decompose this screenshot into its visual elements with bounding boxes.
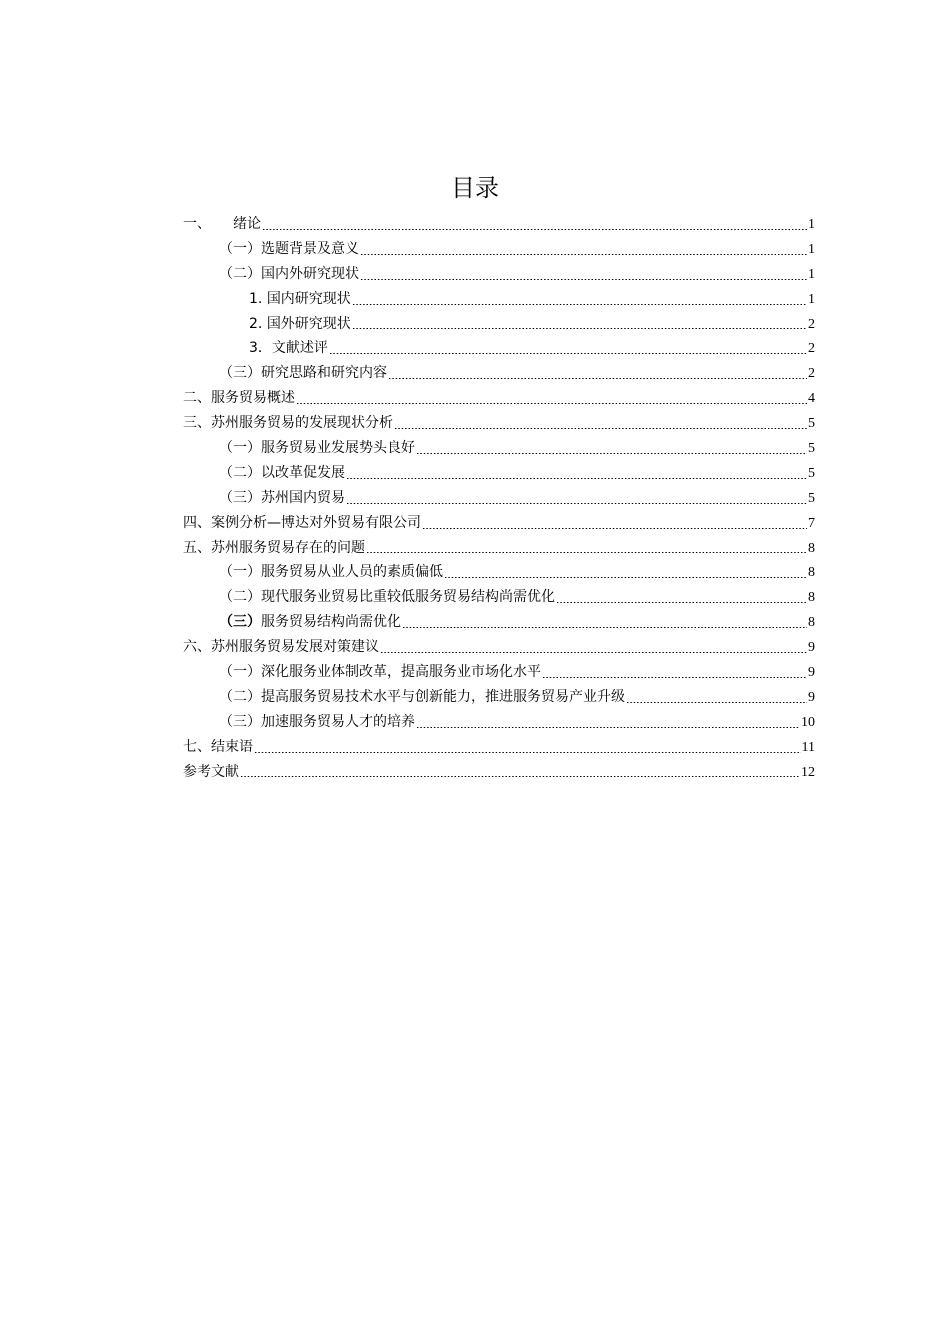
dot-leader xyxy=(360,279,807,280)
toc-entry[interactable] xyxy=(183,511,815,536)
toc-entry[interactable] xyxy=(183,610,815,635)
toc-entry[interactable] xyxy=(183,536,815,561)
toc-entry-title: 参考文献 xyxy=(183,763,239,780)
toc-entry-label xyxy=(183,536,365,561)
toc-entry-number: （二） xyxy=(219,265,261,282)
toc-entry-label xyxy=(219,361,387,386)
toc-entry-page-number: 5 xyxy=(808,441,815,457)
dot-leader xyxy=(352,304,807,305)
toc-entry-title: 以改革促发展 xyxy=(261,464,345,481)
toc-entry-number: 七、 xyxy=(183,738,211,755)
toc-entry-page-number: 5 xyxy=(808,416,815,432)
toc-entry-number: （一） xyxy=(219,440,261,457)
toc-entry-label xyxy=(219,262,359,287)
toc-entry-number: （一） xyxy=(219,664,261,681)
dot-leader xyxy=(352,328,807,329)
dot-leader xyxy=(329,353,807,354)
toc-entry-number: （二） xyxy=(219,589,261,606)
toc-entry-label xyxy=(183,760,239,785)
toc-entry-page-number: 2 xyxy=(808,316,815,332)
toc-entry-title: 现代服务业贸易比重较低服务贸易结构尚需优化 xyxy=(261,589,555,606)
toc-entry-title: 研究思路和研究内容 xyxy=(261,365,387,382)
toc-entry-page-number: 11 xyxy=(801,739,815,755)
dot-leader xyxy=(422,528,807,529)
toc-entry-number: 1. xyxy=(249,290,267,307)
toc-entry-number: （三） xyxy=(219,365,261,382)
toc-entry[interactable] xyxy=(183,660,815,685)
dot-leader xyxy=(416,727,800,728)
dot-leader xyxy=(416,453,807,454)
dot-leader xyxy=(262,229,807,230)
toc-entry[interactable] xyxy=(183,735,815,760)
toc-entry-label xyxy=(183,511,421,536)
toc-entry-number: （二） xyxy=(219,688,261,705)
toc-entry[interactable] xyxy=(183,436,815,461)
toc-entry[interactable] xyxy=(183,386,815,411)
toc-entry-page-number: 2 xyxy=(808,341,815,357)
toc-entry-label xyxy=(219,685,625,710)
toc-entry-number: （三） xyxy=(219,713,261,730)
toc-entry[interactable] xyxy=(183,361,815,386)
toc-entry-page-number: 1 xyxy=(808,266,815,282)
toc-entry-title: 提高服务贸易技术水平与创新能力，推进服务贸易产业升级 xyxy=(261,688,625,705)
toc-entry-label xyxy=(249,336,328,361)
toc-entry-page-number: 9 xyxy=(808,665,815,681)
toc-entry-label xyxy=(219,461,345,486)
toc-entry-number: 五、 xyxy=(183,539,211,556)
toc-entry-number: 3． xyxy=(249,340,272,357)
toc-entry-number: （三） xyxy=(219,614,261,631)
toc-entry-label xyxy=(219,486,345,511)
toc-entry-title: 案例分析—博达对外贸易有限公司 xyxy=(211,514,421,531)
toc-entry-number: （一） xyxy=(219,240,261,257)
dot-leader xyxy=(380,652,807,653)
toc-entry-page-number: 8 xyxy=(808,540,815,556)
toc-entry-number: （三） xyxy=(219,489,261,506)
toc-entry-label xyxy=(183,386,295,411)
toc-entry-title: 选题背景及意义 xyxy=(261,240,359,257)
toc-entry-label xyxy=(249,287,351,312)
toc-entry[interactable] xyxy=(183,685,815,710)
toc-entry-page-number: 10 xyxy=(801,714,815,730)
toc-entry-page-number: 7 xyxy=(808,515,815,531)
dot-leader xyxy=(254,752,801,753)
toc-entry-title: 服务贸易业发展势头良好 xyxy=(261,440,415,457)
toc-entry-page-number: 5 xyxy=(808,490,815,506)
toc-entry-number: 三、 xyxy=(183,415,211,432)
dot-leader xyxy=(402,627,807,628)
toc-entry-page-number: 8 xyxy=(808,590,815,606)
toc-entry[interactable] xyxy=(183,336,815,361)
toc-entry-label xyxy=(219,237,359,262)
toc-entry-page-number: 12 xyxy=(801,764,815,780)
toc-entry-label xyxy=(219,585,555,610)
toc-entry[interactable] xyxy=(183,287,815,312)
toc-entry-number: 2. xyxy=(249,315,267,332)
toc-entry-label xyxy=(219,610,401,635)
toc-entry-page-number: 9 xyxy=(808,689,815,705)
toc-entry[interactable] xyxy=(183,262,815,287)
toc-entry-page-number: 1 xyxy=(808,217,815,232)
toc-entry-title: 苏州国内贸易 xyxy=(261,489,345,506)
toc-entry-label xyxy=(219,660,541,685)
toc-entry-label xyxy=(183,411,393,436)
toc-entry[interactable] xyxy=(183,585,815,610)
toc-entry[interactable] xyxy=(183,312,815,337)
toc-entry-title: 服务贸易结构尚需优化 xyxy=(261,614,401,631)
toc-entry-page-number: 4 xyxy=(808,391,815,407)
dot-leader xyxy=(360,254,807,255)
toc-entry-page-number: 8 xyxy=(808,565,815,581)
toc-entry-title: 文献述评 xyxy=(271,340,328,357)
toc-entry-title: 苏州服务贸易存在的问题 xyxy=(211,539,365,556)
toc-entry-page-number: 8 xyxy=(808,615,815,631)
toc-entry-title: 服务贸易概述 xyxy=(211,390,295,407)
toc-entry-page-number: 5 xyxy=(808,465,815,481)
toc-entry-label xyxy=(219,436,415,461)
dot-leader xyxy=(346,478,807,479)
toc-entry-number: 六、 xyxy=(183,639,211,656)
toc-entry[interactable] xyxy=(183,486,815,511)
toc-entry[interactable] xyxy=(183,560,815,585)
toc-entry-page-number: 1 xyxy=(808,241,815,257)
dot-leader xyxy=(388,378,807,379)
dot-leader xyxy=(556,602,807,603)
dot-leader xyxy=(626,702,807,703)
toc-entry-title: 结束语 xyxy=(211,738,253,755)
toc-entry-number: 一、 xyxy=(183,216,211,232)
toc-entry-page-number: 1 xyxy=(808,291,815,307)
dot-leader xyxy=(346,503,807,504)
toc-entry[interactable] xyxy=(183,710,815,735)
toc-entry-number: 四、 xyxy=(183,514,211,531)
toc-entry[interactable] xyxy=(183,212,815,237)
toc-entry[interactable] xyxy=(183,411,815,436)
toc-entry-label xyxy=(249,312,351,337)
toc-entry[interactable] xyxy=(183,635,815,660)
dot-leader xyxy=(296,403,807,404)
dot-leader xyxy=(444,577,807,578)
toc-entry-title: 深化服务业体制改革，提高服务业市场化水平 xyxy=(261,664,541,681)
toc-entry-title: 国外研究现状 xyxy=(266,315,351,332)
toc-entry-number: 二、 xyxy=(183,390,211,407)
toc-entry[interactable] xyxy=(183,461,815,486)
toc-entry-label xyxy=(219,560,443,585)
toc-entry-title: 服务贸易从业人员的素质偏低 xyxy=(261,564,443,581)
table-of-contents xyxy=(183,212,815,784)
toc-entry-page-number: 9 xyxy=(808,640,815,656)
toc-entry-title: 国内外研究现状 xyxy=(261,265,359,282)
dot-leader xyxy=(240,776,800,777)
page-title: 目录 xyxy=(451,174,499,202)
toc-entry-label xyxy=(183,735,253,760)
toc-entry-title: 国内研究现状 xyxy=(266,290,351,307)
toc-entry-label xyxy=(183,212,261,237)
toc-entry-title: 苏州服务贸易的发展现状分析 xyxy=(211,415,393,432)
toc-entry[interactable] xyxy=(183,760,815,785)
toc-entry[interactable] xyxy=(183,237,815,262)
toc-entry-title: 绪论 xyxy=(233,216,261,232)
toc-entry-label xyxy=(219,710,415,735)
toc-entry-number: （一） xyxy=(219,564,261,581)
toc-entry-title: 苏州服务贸易发展对策建议 xyxy=(211,639,379,656)
toc-entry-label xyxy=(183,635,379,660)
dot-leader xyxy=(542,677,807,678)
toc-entry-title: 加速服务贸易人才的培养 xyxy=(261,713,415,730)
dot-leader xyxy=(394,428,807,429)
toc-entry-page-number: 2 xyxy=(808,366,815,382)
toc-entry-number: （二） xyxy=(219,464,261,481)
dot-leader xyxy=(366,552,807,553)
